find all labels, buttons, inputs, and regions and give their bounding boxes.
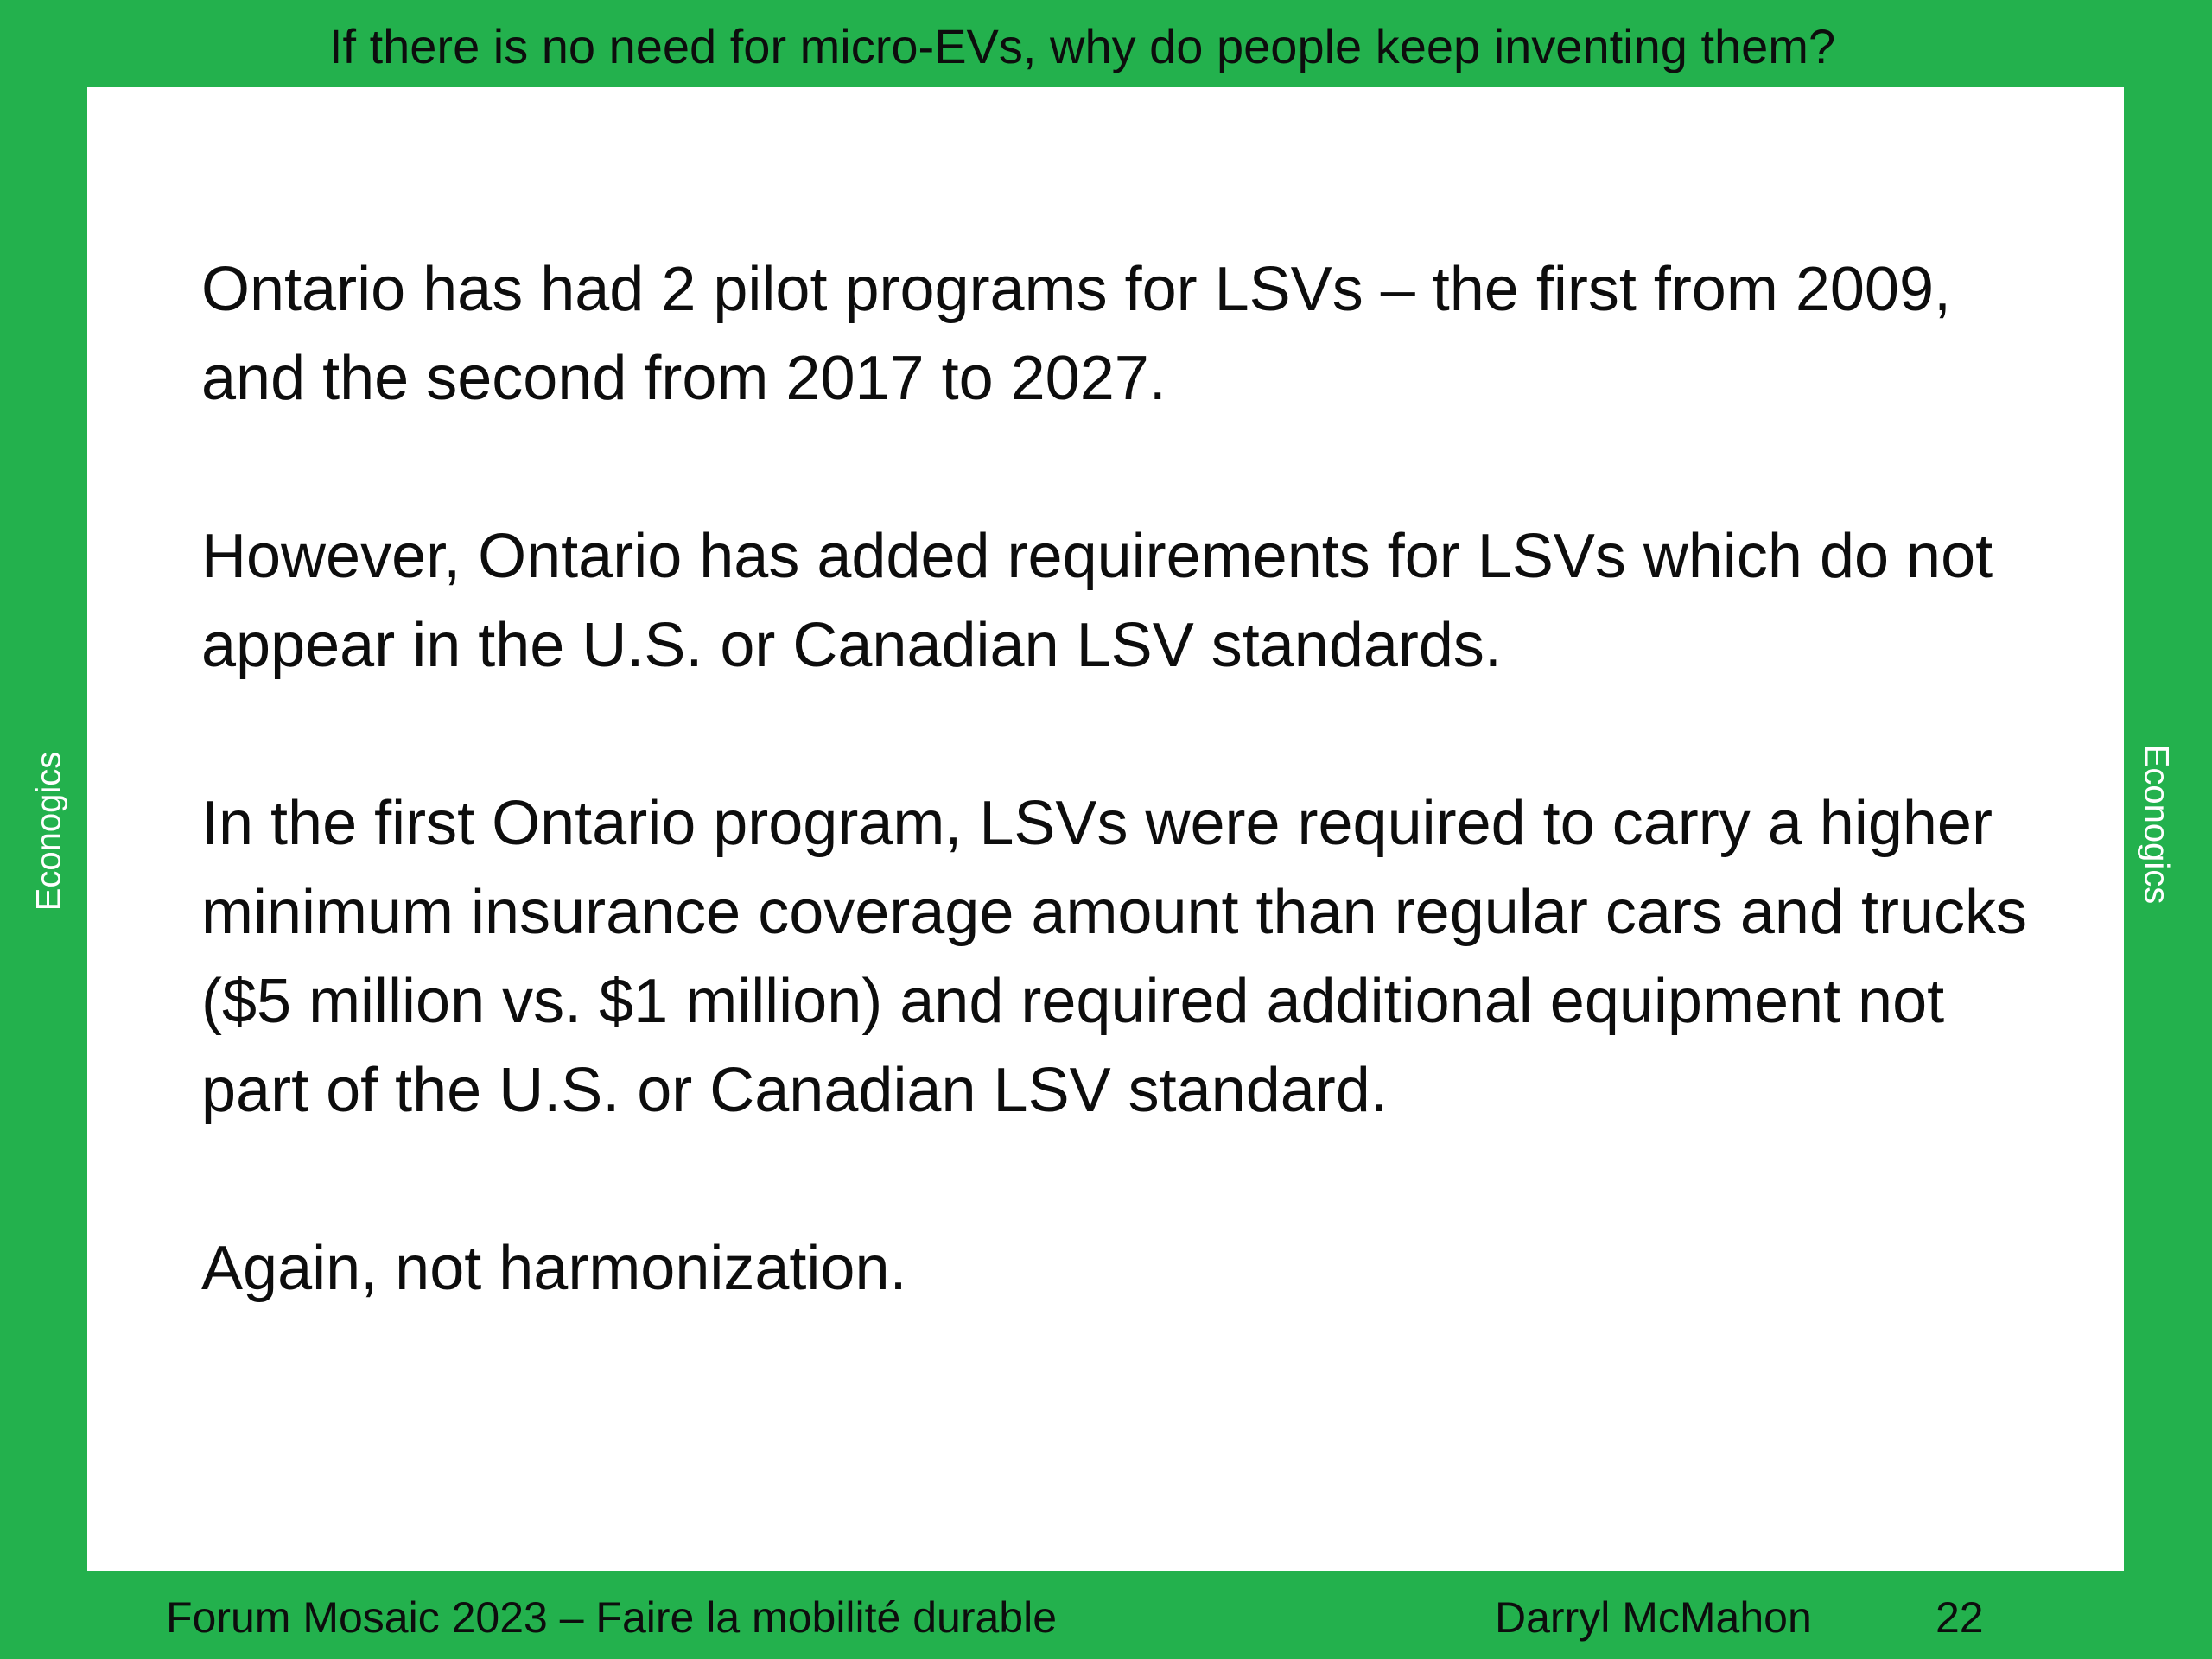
page-number: 22 bbox=[1936, 1593, 1984, 1642]
paragraph-conclusion: Again, not harmonization. bbox=[201, 1234, 907, 1303]
slide-title: If there is no need for micro-EVs, why do people keep inventing them? bbox=[328, 19, 1836, 73]
side-label-left: Econogics bbox=[29, 751, 68, 912]
paragraph-pilot-programs: Ontario has had 2 pilot programs for LSVs – the first from 2009, and the second from 2017 to 2027. bbox=[201, 255, 1951, 413]
side-label-right: Econogics bbox=[2137, 744, 2176, 905]
paragraph-added-requirements: However, Ontario has added requirements for LSVs which do not appear in the U.S. or Canadian LSV standards. bbox=[201, 522, 1993, 680]
paragraph-first-program: In the first Ontario program, LSVs were required to carry a higher minimum insurance coverage amount than regular cars and trucks ($5 million vs. $1 million) and required additional equipment not part of the U.S. or Canadian LSV standard. bbox=[201, 789, 2027, 1125]
slide-body bbox=[201, 245, 2068, 1402]
footer-event: Forum Mosaic 2023 – Faire la mobilité durable bbox=[166, 1593, 1058, 1642]
footer-author: Darryl McMahon bbox=[1495, 1593, 1812, 1642]
